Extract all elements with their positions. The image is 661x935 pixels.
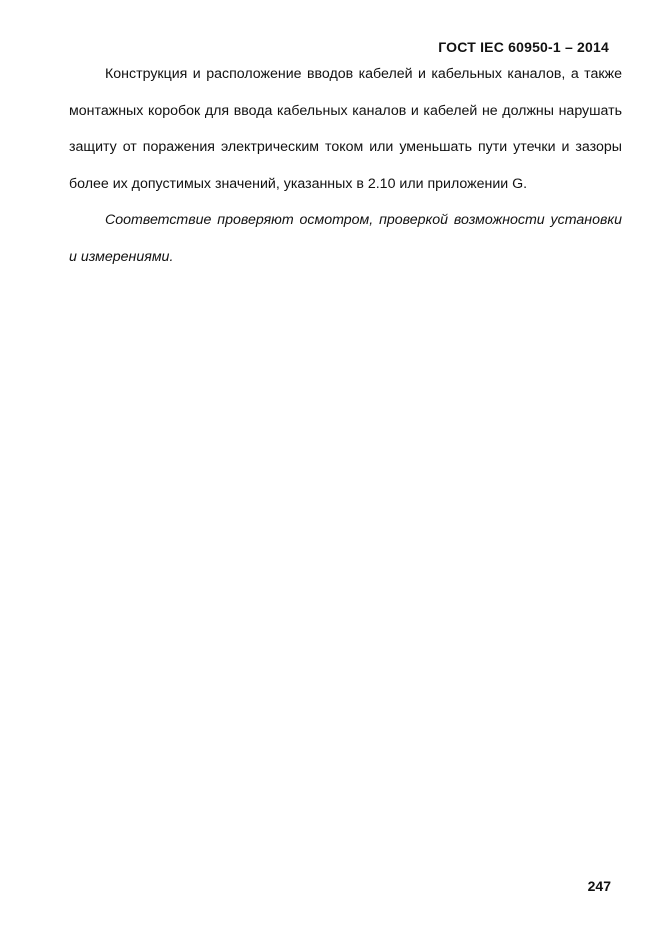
document-body (69, 56, 622, 275)
paragraph-compliance-check: Соответствие проверяют осмотром, проверкой возможности установки и измерениями. (69, 212, 622, 265)
paragraph-cable-entries: Конструкция и расположение вводов кабелей и кабельных каналов, а также монтажных коробок для ввода кабельных каналов и кабелей не должны нарушать защиту от поражения электрическим током или уменьшать пути утечки и зазоры более их допустимых значений, указанных в 2.10 или приложении G. (69, 66, 622, 192)
page-number: 247 (587, 878, 611, 894)
standard-code-header: ГОСТ IEC 60950-1 – 2014 (438, 39, 609, 55)
